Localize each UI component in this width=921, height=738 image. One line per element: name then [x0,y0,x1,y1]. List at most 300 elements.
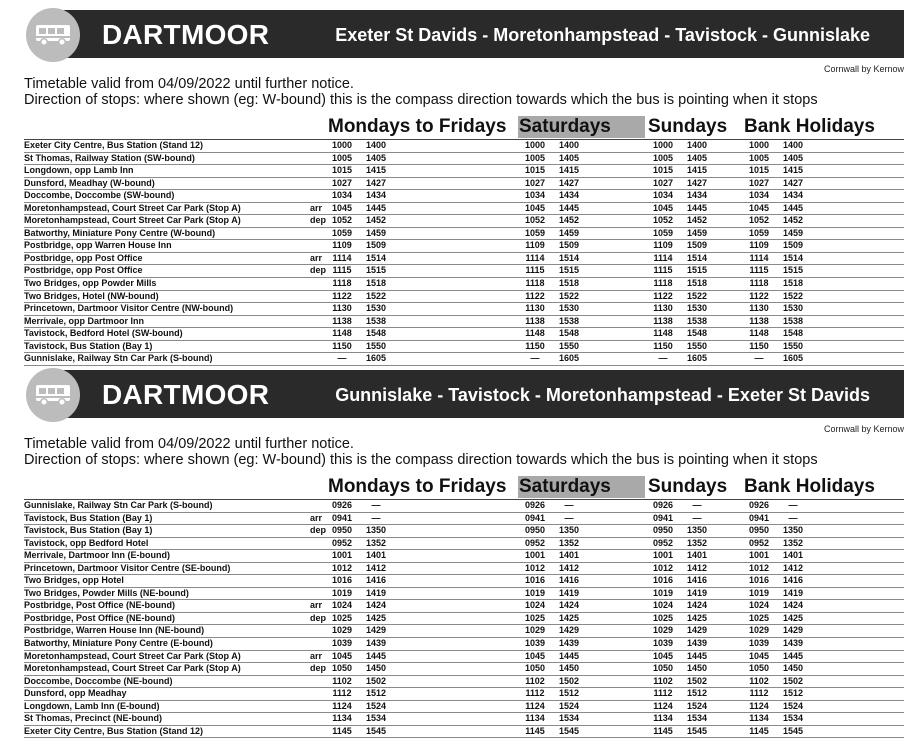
departure-time: 1130 [525,303,545,314]
departure-time: 0926 [748,500,770,510]
departure-time: 1538 [782,315,804,326]
stop-name: Moretonhampstead, Court Street Car Park (Stop A) [24,650,241,661]
departure-time: 1145 [749,725,769,736]
departure-time: 1450 [365,663,387,674]
departure-time: 1016 [652,575,674,586]
stop-name: St Thomas, Precinct (NE-bound) [24,713,163,724]
departure-time: 1530 [686,303,708,314]
departure-time: 1405 [558,152,580,163]
table-row [24,638,904,651]
departure-time: 0941 [748,512,770,523]
departure-time: 1416 [782,575,804,586]
departure-time: 1138 [525,315,545,326]
stop-name: Two Bridges, Powder Mills (NE-bound) [24,587,189,598]
departure-time: 1450 [782,663,804,674]
departure-time: 1138 [653,315,673,326]
brand-title: DARTMOOR [102,379,270,410]
departure-time: 1401 [782,550,804,561]
departure-time: 1034 [748,190,770,201]
departure-time: 1425 [558,612,580,623]
departure-time: 1509 [365,240,387,251]
departure-time: 1112 [653,688,673,699]
departure-time: 1029 [524,625,546,636]
departure-time: 1102 [332,675,352,686]
departure-time: 1025 [652,612,674,623]
departure-time: 1530 [365,303,387,314]
departure-time: 1534 [782,713,804,724]
table-row [24,291,904,304]
departure-time: 1025 [331,612,353,623]
stop-name: Two Bridges, Hotel (NW-bound) [24,290,159,301]
table-row [24,153,904,166]
departure-time: 1115 [749,265,769,276]
table-row [24,625,904,638]
table-row [24,240,904,253]
stop-name: Tavistock, Bus Station (Bay 1) [24,512,153,523]
departure-time: 1045 [331,650,353,661]
departure-time: 1124 [525,700,545,711]
departure-time: 1001 [524,550,546,561]
departure-time: 1439 [782,638,804,649]
stop-name: Dunsford, Meadhay (W-bound) [24,177,155,188]
departure-time: 1459 [558,227,580,238]
departure-time: 1416 [686,575,708,586]
departure-time: 1118 [525,278,545,289]
departure-time: — [692,512,702,523]
departure-time: 1524 [686,700,708,711]
departure-time: 1027 [748,177,770,188]
table-row [24,513,904,526]
departure-time: 1515 [365,265,387,276]
departure-time: 1025 [748,612,770,623]
departure-time: 1109 [525,240,545,251]
departure-time: 1138 [332,315,352,326]
departure-time: 1415 [686,165,708,176]
departure-time: — [371,512,381,523]
departure-time: 1425 [686,612,708,623]
departure-time: 1019 [748,587,770,598]
departure-time: 1518 [365,278,387,289]
departure-time: 1450 [558,663,580,674]
stop-name: Postbridge, Post Office (NE-bound) [24,600,175,611]
departure-time: 1015 [331,165,353,176]
departure-time: 1400 [365,140,387,150]
departure-time: 1024 [652,600,674,611]
departure-time: — [371,500,381,510]
stop-name: Gunnislake, Railway Stn Car Park (S-bound) [24,500,213,510]
table-row [24,701,904,714]
departure-time: 0952 [331,537,353,548]
departure-time: 1148 [525,328,545,339]
departure-time: 1015 [524,165,546,176]
departure-time: 1429 [558,625,580,636]
departure-time: 1124 [653,700,673,711]
departure-time: 1112 [332,688,352,699]
departure-time: 1045 [748,202,770,213]
departure-time: 1530 [782,303,804,314]
departure-time: 1412 [558,562,580,573]
departure-time: 1024 [331,600,353,611]
day-header-bank-holidays: Bank Holidays [744,476,875,497]
departure-time: 1452 [782,215,804,226]
departure-time: 1416 [558,575,580,586]
departure-time: 1012 [331,562,353,573]
route-title: Gunnislake - Tavistock - Moretonhampstead - Exeter St Davids [335,385,870,405]
table-row [24,663,904,676]
departure-time: 1545 [558,725,580,736]
departure-time: 1109 [749,240,769,251]
departure-time: 0950 [652,525,674,536]
table-row [24,713,904,726]
bus-icon [26,8,80,62]
bus-icon [26,368,80,422]
departure-time: 1502 [558,675,580,686]
departure-time: 1545 [365,725,387,736]
stop-name: Tavistock, opp Bedford Hotel [24,537,149,548]
table-row [24,651,904,664]
day-header-mon-fri: Mondays to Fridays [328,116,507,137]
departure-time: 1425 [782,612,804,623]
departure-time: 1522 [558,290,580,301]
departure-time: 1114 [525,252,545,263]
stop-name: Tavistock, Bedford Hotel (SW-bound) [24,328,183,339]
departure-time: 1045 [652,202,674,213]
departure-time: 1434 [558,190,580,201]
day-header-saturdays: Saturdays [518,476,645,498]
departure-time: 1522 [686,290,708,301]
departure-time: 1102 [653,675,673,686]
departure-time: 1115 [653,265,673,276]
departure-time: 1530 [558,303,580,314]
departure-time: 1548 [365,328,387,339]
departure-time: 1518 [686,278,708,289]
departure-time: 1005 [524,152,546,163]
departure-time: — [658,353,668,364]
table-row [24,550,904,563]
departure-time: 1027 [524,177,546,188]
departure-time: 1112 [525,688,545,699]
direction-note: Direction of stops: where shown (eg: W-bound) this is the compass direction towards which the bus is pointing when it stops [24,452,818,468]
departure-time: 1012 [748,562,770,573]
departure-time: 1112 [749,688,769,699]
departure-time: 1445 [365,202,387,213]
departure-time: 1515 [686,265,708,276]
departure-time: 1148 [332,328,352,339]
stop-name: Merrivale, Dartmoor Inn (E-bound) [24,550,171,561]
departure-time: 1515 [558,265,580,276]
departure-time: 1550 [686,340,708,351]
departure-time: 1118 [332,278,352,289]
departure-time: 1019 [331,587,353,598]
departure-time: 1502 [782,675,804,686]
departure-time: 1400 [782,140,804,150]
departure-time: 1124 [332,700,352,711]
stop-name: Exeter City Centre, Bus Station (Stand 12) [24,140,204,150]
departure-time: 1352 [558,537,580,548]
departure-time: 1419 [782,587,804,598]
day-header-mon-fri: Mondays to Fridays [328,476,507,497]
departure-time: 1405 [686,152,708,163]
operator-label: Cornwall by Kernow [823,64,904,74]
day-header-saturdays: Saturdays [518,116,645,138]
departure-time: 1350 [558,525,580,536]
departure-time: 1016 [748,575,770,586]
departure-time: 1502 [686,675,708,686]
timetable-rows [24,139,904,366]
departure-time: 1424 [782,600,804,611]
departure-time: 1550 [558,340,580,351]
departure-time: 1005 [652,152,674,163]
timetable-rows [24,499,904,738]
departure-time: 1001 [652,550,674,561]
table-row [24,600,904,613]
departure-time: 1524 [558,700,580,711]
departure-time: 1534 [365,713,387,724]
departure-time: 1050 [331,663,353,674]
departure-time: 1352 [365,537,387,548]
stop-name: Longdown, Lamb Inn (E-bound) [24,700,160,711]
departure-time: 1027 [652,177,674,188]
departure-time: 1109 [653,240,673,251]
departure-time: 1502 [365,675,387,686]
table-row [24,253,904,266]
departure-time: 1029 [652,625,674,636]
departure-time: 0952 [524,537,546,548]
departure-time: 1518 [558,278,580,289]
departure-time: 1000 [524,140,546,150]
day-header-sundays: Sundays [648,476,728,497]
stop-name: Tavistock, Bus Station (Bay 1) [24,525,153,536]
departure-time: 1452 [686,215,708,226]
departure-time: 1605 [365,353,387,364]
departure-time: 1045 [331,202,353,213]
departure-time: 1115 [525,265,545,276]
arr-dep-marker: dep [310,215,327,226]
departure-time: 0926 [331,500,353,510]
departure-time: 1001 [748,550,770,561]
departure-time: 1512 [782,688,804,699]
departure-time: 1545 [782,725,804,736]
brand-title: DARTMOOR [102,19,270,50]
departure-time: 1518 [782,278,804,289]
stop-name: Postbridge, opp Warren House Inn [24,240,172,251]
departure-time: 1424 [365,600,387,611]
departure-time: 1412 [686,562,708,573]
departure-time: — [754,353,764,364]
day-header-bank-holidays: Bank Holidays [744,116,875,137]
departure-time: 1000 [748,140,770,150]
departure-time: 1027 [331,177,353,188]
departure-time: 1134 [749,713,769,724]
departure-time: — [530,353,540,364]
departure-time: 1514 [365,252,387,263]
departure-time: 1039 [748,638,770,649]
departure-time: 1522 [365,290,387,301]
departure-time: 1434 [686,190,708,201]
departure-time: 1118 [653,278,673,289]
stop-name: Merrivale, opp Dartmoor Inn [24,315,145,326]
departure-time: 1415 [782,165,804,176]
departure-time: 1115 [332,265,352,276]
departure-time: 1015 [652,165,674,176]
departure-time: 1045 [524,202,546,213]
operator-label: Cornwall by Kernow [823,424,904,434]
departure-time: 1605 [782,353,804,364]
table-row [24,341,904,354]
departure-time: 1052 [652,215,674,226]
departure-time: 1148 [749,328,769,339]
table-row [24,203,904,216]
departure-time: 1000 [652,140,674,150]
departure-time: 1459 [782,227,804,238]
departure-time: 1118 [749,278,769,289]
stop-name: Batworthy, Miniature Pony Centre (E-bound) [24,638,213,649]
day-header-sundays: Sundays [648,116,728,137]
departure-time: — [788,512,798,523]
departure-time: 1045 [524,650,546,661]
departure-time: 1459 [686,227,708,238]
departure-time: 1545 [686,725,708,736]
departure-time: 1059 [748,227,770,238]
departure-time: 1548 [686,328,708,339]
departure-time: 1050 [748,663,770,674]
stop-name: Princetown, Dartmoor Visitor Centre (NW-bound) [24,303,234,314]
departure-time: 1522 [782,290,804,301]
stop-name: Doccombe, Doccombe (SW-bound) [24,190,175,201]
stop-name: Gunnislake, Railway Stn Car Park (S-bound) [24,353,213,364]
departure-time: 1024 [748,600,770,611]
departure-time: 1052 [748,215,770,226]
departure-time: 1514 [782,252,804,263]
departure-time: — [788,500,798,510]
departure-time: 1124 [749,700,769,711]
departure-time: 1509 [558,240,580,251]
departure-time: 1439 [686,638,708,649]
departure-time: 0950 [524,525,546,536]
departure-time: 1459 [365,227,387,238]
departure-time: 1045 [748,650,770,661]
departure-time: 1114 [332,252,352,263]
departure-time: 1039 [524,638,546,649]
departure-time: 1452 [365,215,387,226]
departure-time: 1538 [365,315,387,326]
departure-time: 1605 [558,353,580,364]
stop-name: Princetown, Dartmoor Visitor Centre (SE-bound) [24,562,231,573]
departure-time: 1350 [686,525,708,536]
route-title: Exeter St Davids - Moretonhampstead - Tavistock - Gunnislake [335,25,870,45]
arr-dep-marker: dep [310,525,327,536]
departure-time: 1130 [332,303,352,314]
departure-time: 1419 [686,587,708,598]
departure-time: 1401 [686,550,708,561]
departure-time: 1050 [524,663,546,674]
departure-time: 1130 [653,303,673,314]
departure-time: 1024 [524,600,546,611]
departure-time: 1534 [686,713,708,724]
departure-time: 1005 [331,152,353,163]
departure-time: 1000 [331,140,353,150]
table-row [24,278,904,291]
departure-time: 1350 [782,525,804,536]
arr-dep-marker: arr [310,650,323,661]
departure-time: 1445 [782,202,804,213]
table-row [24,165,904,178]
departure-time: 1548 [782,328,804,339]
departure-time: 1016 [524,575,546,586]
departure-time: 1350 [365,525,387,536]
arr-dep-marker: arr [310,600,323,611]
departure-time: 1434 [365,190,387,201]
stop-name: Longdown, opp Lamb Inn [24,165,134,176]
departure-time: 1439 [365,638,387,649]
departure-time: 1514 [558,252,580,263]
arr-dep-marker: arr [310,512,323,523]
departure-time: 0950 [331,525,353,536]
departure-time: 1134 [653,713,673,724]
departure-time: 1150 [332,340,352,351]
departure-time: 1039 [652,638,674,649]
table-row [24,676,904,689]
departure-time: 1150 [653,340,673,351]
departure-time: 1445 [686,202,708,213]
table-row [24,575,904,588]
departure-time: 1122 [332,290,352,301]
departure-time: 1416 [365,575,387,586]
departure-time: 1425 [365,612,387,623]
departure-time: 1352 [686,537,708,548]
stop-name: Postbridge, opp Post Office [24,265,143,276]
departure-time: 1352 [782,537,804,548]
departure-time: 1550 [365,340,387,351]
departure-time: 1524 [365,700,387,711]
departure-time: — [564,512,574,523]
departure-time: 1450 [686,663,708,674]
stop-name: Tavistock, Bus Station (Bay 1) [24,340,153,351]
departure-time: 1059 [652,227,674,238]
stop-name: Two Bridges, opp Hotel [24,575,124,586]
departure-time: — [564,500,574,510]
departure-time: 0926 [524,500,546,510]
departure-time: 1419 [558,587,580,598]
departure-time: 1134 [332,713,352,724]
stop-name: St Thomas, Railway Station (SW-bound) [24,152,195,163]
departure-time: 1059 [524,227,546,238]
departure-time: 1534 [558,713,580,724]
table-row [24,563,904,576]
table-row [24,303,904,316]
departure-time: 1429 [365,625,387,636]
departure-time: 1445 [686,650,708,661]
stop-name: Batworthy, Miniature Pony Centre (W-bound) [24,227,216,238]
route-banner [26,10,904,58]
departure-time: 1429 [686,625,708,636]
table-row [24,726,904,738]
departure-time: 1424 [558,600,580,611]
departure-time: 1509 [686,240,708,251]
departure-time: 1419 [365,587,387,598]
departure-time: 1148 [653,328,673,339]
departure-time: 1122 [653,290,673,301]
departure-time: 1550 [782,340,804,351]
stop-name: Exeter City Centre, Bus Station (Stand 12) [24,725,204,736]
table-row [24,525,904,538]
departure-time: 1130 [749,303,769,314]
departure-time: 1538 [558,315,580,326]
arr-dep-marker: dep [310,265,327,276]
departure-time: 1050 [652,663,674,674]
departure-time: 1039 [331,638,353,649]
departure-time: 1150 [525,340,545,351]
